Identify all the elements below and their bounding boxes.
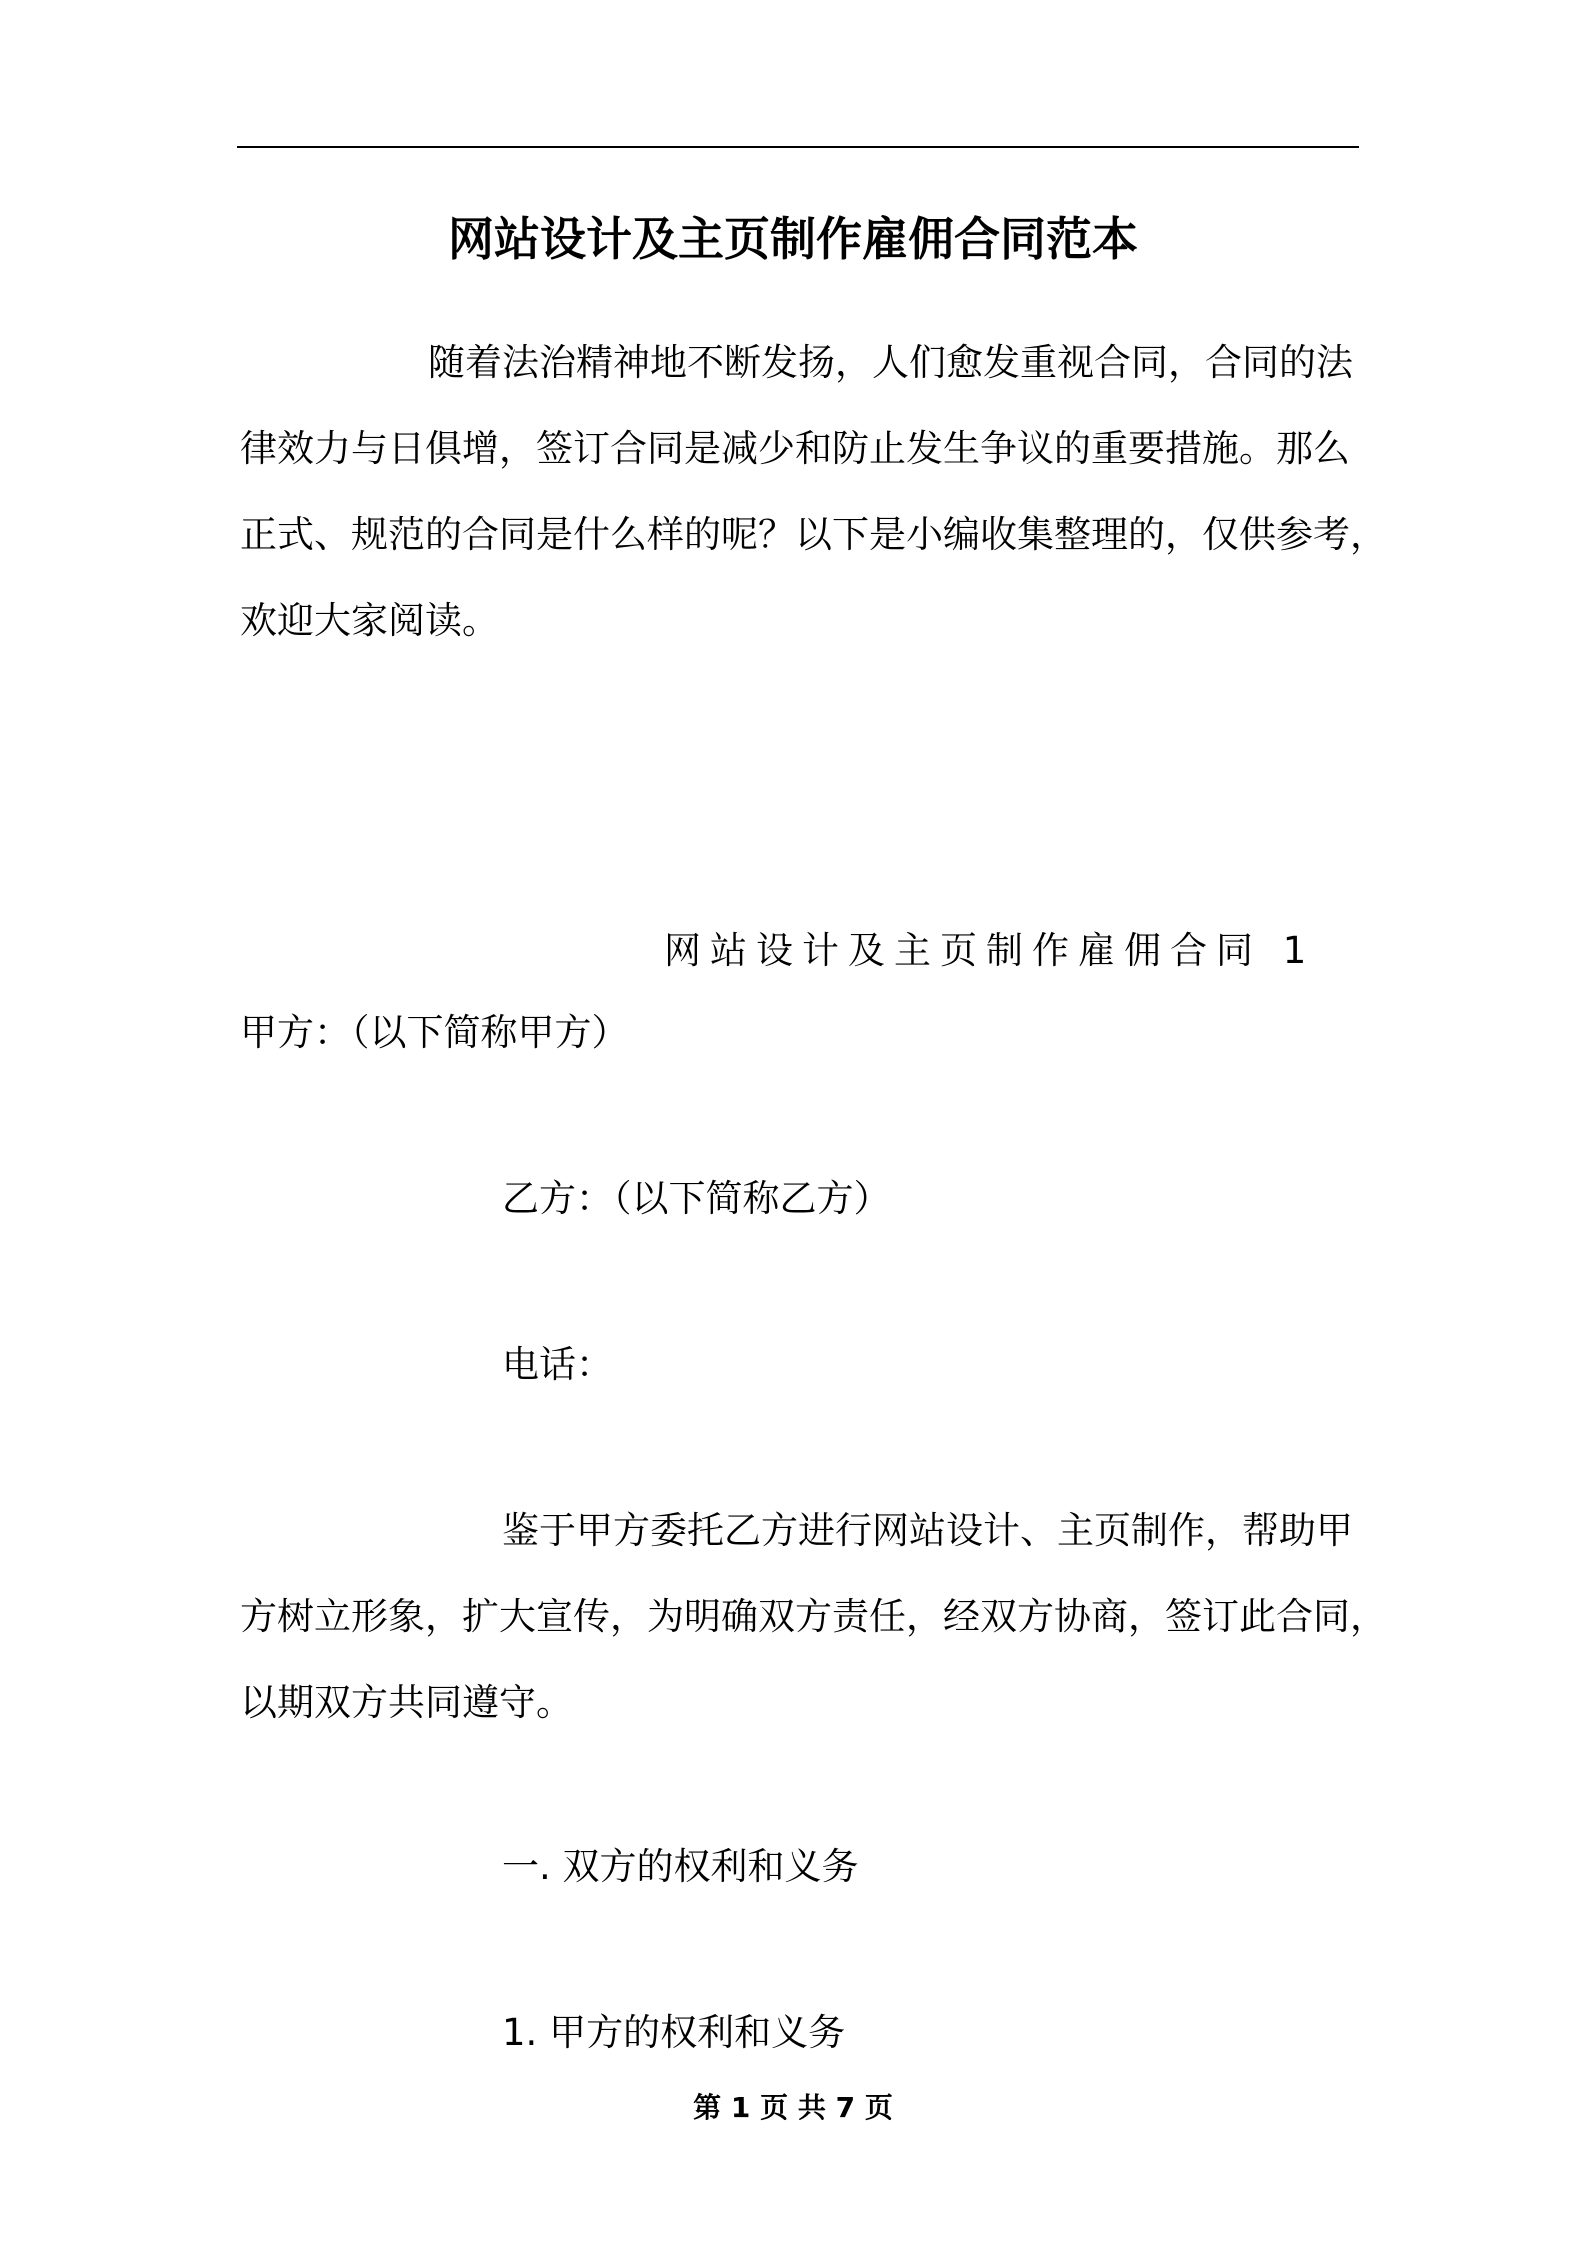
phone-line: 电话：	[502, 1343, 613, 1386]
intro-line-2: 律效力与日俱增，签订合同是减少和防止发生争议的重要措施。那么	[240, 427, 1350, 470]
intro-line-3: 正式、规范的合同是什么样的呢？以下是小编收集整理的，仅供参考，	[240, 513, 1387, 556]
preamble-line-2: 方树立形象，扩大宣传，为明确双方责任，经双方协商，签订此合同，	[240, 1595, 1387, 1638]
header-rule	[237, 146, 1359, 148]
party-a-line: 甲方：（以下简称甲方）	[240, 1011, 629, 1054]
party-b-line: 乙方：（以下简称乙方）	[502, 1177, 891, 1220]
contract-heading: 网站设计及主页制作雇佣合同 1	[664, 929, 1316, 972]
intro-line-1: 随着法治精神地不断发扬，人们愈发重视合同，合同的法	[428, 341, 1353, 384]
document-title: 网站设计及主页制作雇佣合同范本	[448, 212, 1138, 266]
intro-line-4: 欢迎大家阅读。	[240, 599, 499, 642]
page-number-footer: 第 1 页 共 7 页	[693, 2091, 893, 2124]
section-heading-1: 一. 双方的权利和义务	[502, 1845, 859, 1888]
preamble-line-1: 鉴于甲方委托乙方进行网站设计、主页制作，帮助甲	[502, 1509, 1353, 1552]
preamble-line-3: 以期双方共同遵守。	[240, 1681, 573, 1724]
subsection-heading-1: 1. 甲方的权利和义务	[502, 2011, 846, 2054]
